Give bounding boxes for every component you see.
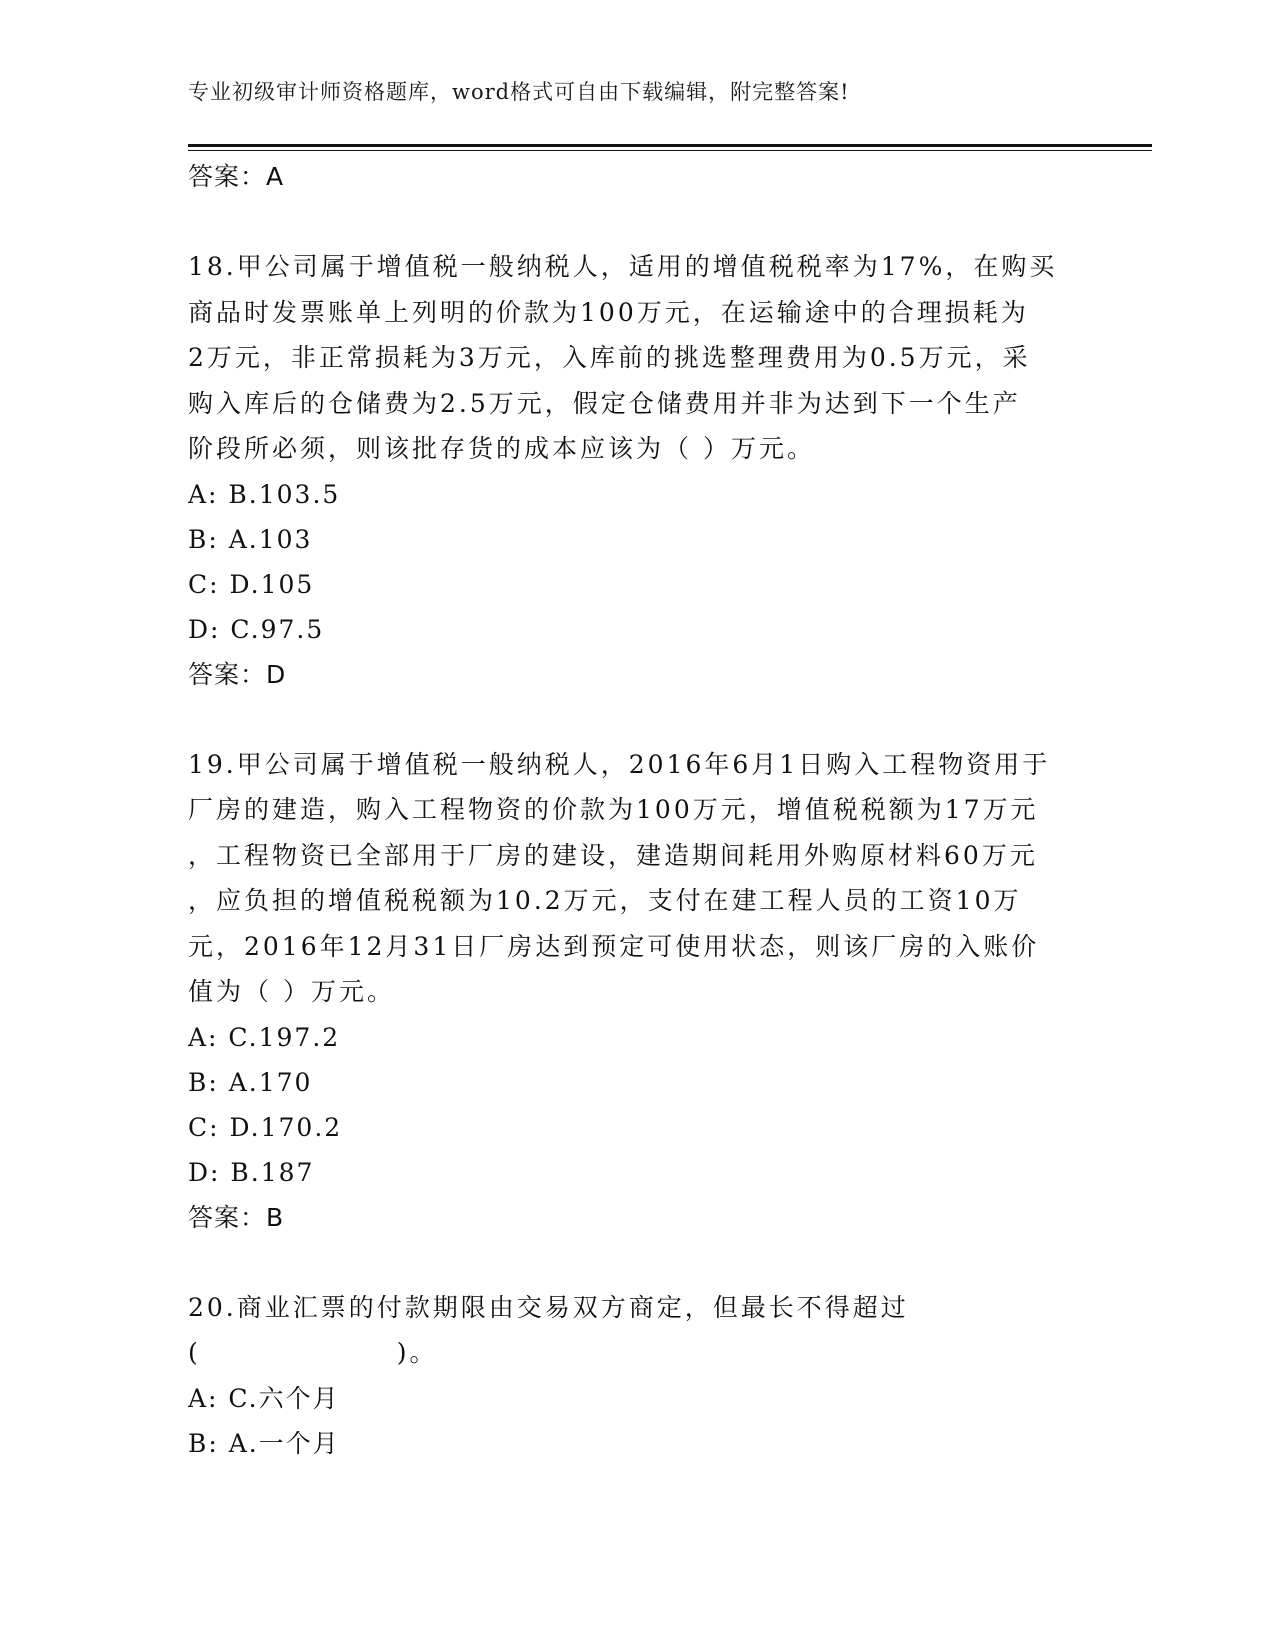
question-text-line: 厂房的建造，购入工程物资的价款为100万元，增值税税额为17万元	[188, 795, 1039, 824]
option-a: A: C.197.2	[188, 1022, 341, 1052]
question-content	[188, 154, 1088, 1466]
question-text-line: ，工程物资已全部用于厂房的建设，建造期间耗用外购原材料60万元	[188, 840, 1038, 870]
question-text-line: 阶段所必须，则该批存货的成本应该为（ ）万元。	[188, 434, 815, 463]
option-c: C: D.170.2	[188, 1112, 343, 1142]
option-b: B: A.一个月	[188, 1428, 340, 1458]
question-18	[188, 244, 1088, 697]
page-header: 专业初级审计师资格题库，word格式可自由下载编辑，附完整答案!	[188, 80, 850, 104]
question-20	[188, 1285, 1088, 1466]
question-text-line: 值为（ ）万元。	[188, 977, 395, 1006]
option-a: A: C.六个月	[188, 1383, 340, 1413]
question-19	[188, 742, 1088, 1240]
question-text-line: 19.甲公司属于增值税一般纳税人，2016年6月1日购入工程物资用于	[188, 749, 1051, 779]
option-a: A: B.103.5	[188, 479, 341, 509]
header-divider-thin	[188, 150, 1152, 151]
answer: 答案：B	[188, 1202, 285, 1232]
option-d: D: C.97.5	[188, 614, 325, 644]
option-c: C: D.105	[188, 569, 315, 599]
question-text-line: 18.甲公司属于增值税一般纳税人，适用的增值税税率为17%，在购买	[188, 252, 1058, 281]
question-text-line: ，应负担的增值税税额为10.2万元，支付在建工程人员的工资10万	[188, 886, 1022, 915]
question-text-line: 元，2016年12月31日厂房达到预定可使用状态，则该厂房的入账价	[188, 931, 1040, 961]
option-b: B: A.103	[188, 524, 313, 554]
answer: 答案：D	[188, 659, 287, 689]
previous-answer: 答案：A	[188, 162, 285, 191]
question-text-line: 购入库后的仓储费为2.5万元，假定仓储费用并非为达到下一个生产	[188, 388, 1021, 418]
question-text-line: ( )。	[188, 1338, 438, 1367]
option-d: D: B.187	[188, 1157, 315, 1187]
question-text-line: 2万元，非正常损耗为3万元，入库前的挑选整理费用为0.5万元，采	[188, 343, 1031, 372]
header-divider-thick	[188, 144, 1152, 147]
option-b: B: A.170	[188, 1067, 313, 1097]
question-text-line: 商品时发票账单上列明的价款为100万元，在运输途中的合理损耗为	[188, 297, 1029, 327]
question-text-line: 20.商业汇票的付款期限由交易双方商定，但最长不得超过	[188, 1292, 909, 1322]
